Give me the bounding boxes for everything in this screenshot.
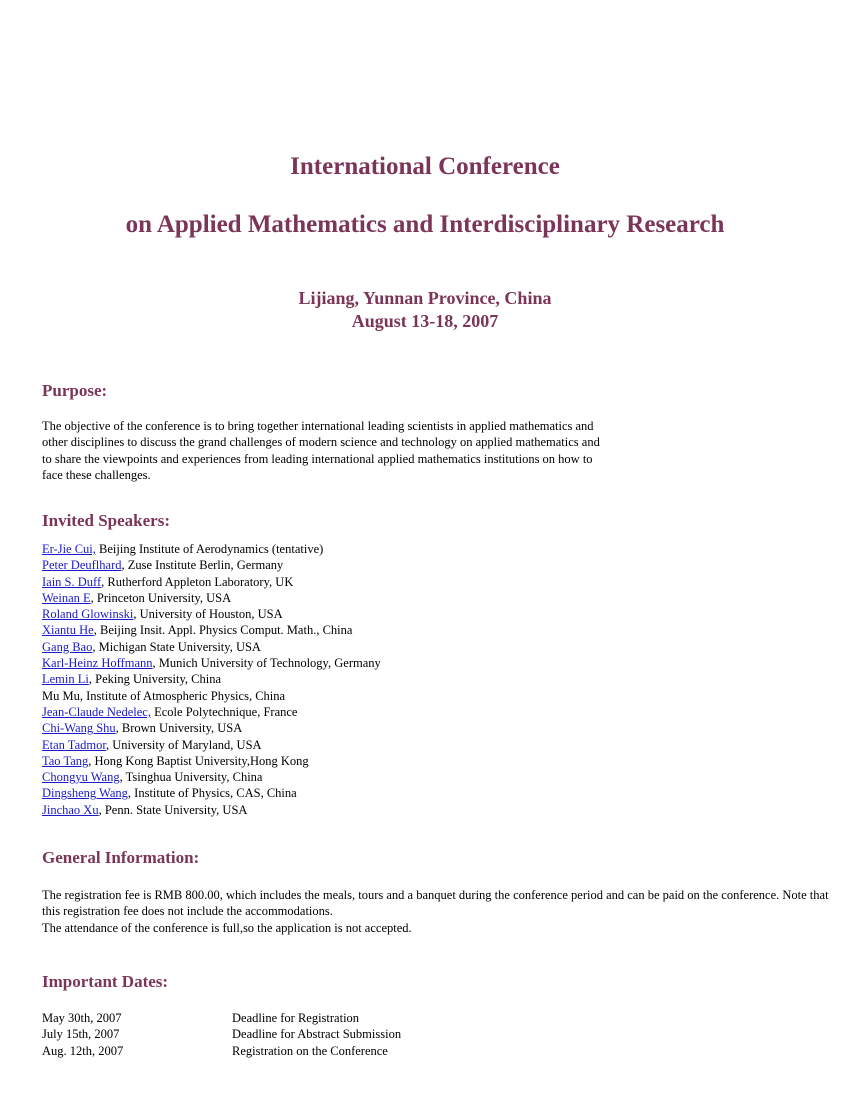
- speaker-item: [42, 753, 381, 769]
- speaker-name-link[interactable]: Chi-Wang Shu: [42, 721, 116, 736]
- speaker-affiliation: , Beijing Insit. Appl. Physics Comput. Math., China: [93, 623, 353, 638]
- speaker-affiliation: , University of Houston, USA: [133, 607, 283, 622]
- speaker-affiliation: , Zuse Institute Berlin, Germany: [121, 558, 284, 573]
- date-row: [42, 1026, 401, 1042]
- date-description: Deadline for Registration: [232, 1011, 360, 1025]
- speaker-name: Mu Mu: [42, 688, 80, 703]
- speaker-affiliation: , Tsinghua University, China: [119, 770, 263, 785]
- invited-speakers-heading: Invited Speakers:: [42, 511, 170, 530]
- speaker-name-link[interactable]: Weinan E: [42, 590, 91, 605]
- speaker-affiliation: , Penn. State University, USA: [98, 802, 248, 817]
- conference-subtitle: on Applied Mathematics and Interdisciplinary Research: [125, 211, 725, 238]
- registration-fee-text: The registration fee is RMB 800.00, which includes the meals, tours and a banquet during the conference period and can be paid on the conference. Note that this registration fee does not include the accommodations.: [42, 888, 829, 919]
- speaker-name-link[interactable]: Etan Tadmor: [42, 737, 107, 752]
- speaker-affiliation: , Rutherford Appleton Laboratory, UK: [101, 574, 294, 589]
- speaker-item: [42, 655, 381, 671]
- speaker-item: [42, 622, 381, 638]
- date-row: [42, 1043, 401, 1059]
- speaker-affiliation: , Princeton University, USA: [90, 590, 232, 605]
- speaker-name-link[interactable]: Roland Glowinski: [42, 607, 134, 622]
- speaker-name-link[interactable]: Jinchao Xu: [42, 802, 99, 817]
- speaker-name-link[interactable]: Dingsheng Wang: [42, 786, 128, 801]
- speaker-affiliation: , Institute of Physics, CAS, China: [127, 786, 297, 801]
- speaker-item: [42, 785, 381, 801]
- date-value: July 15th, 2007: [42, 1027, 120, 1042]
- speaker-affiliation: , Institute of Atmospheric Physics, China: [79, 688, 286, 703]
- date-description: Deadline for Abstract Submission: [232, 1027, 402, 1042]
- speaker-name-link[interactable]: Karl-Heinz Hoffmann: [42, 656, 153, 671]
- speaker-item: [42, 639, 381, 655]
- speaker-affiliation: , Brown University, USA: [115, 721, 243, 736]
- speaker-item: [42, 704, 381, 720]
- attendance-text: The attendance of the conference is full,so the application is not accepted.: [42, 920, 412, 935]
- speaker-name-link[interactable]: Jean-Claude Nedelec,: [42, 704, 151, 719]
- speaker-item: [42, 671, 381, 687]
- speaker-name-link[interactable]: Xiantu He: [42, 623, 94, 638]
- speaker-item: [42, 590, 381, 606]
- speaker-item: [42, 737, 381, 753]
- speaker-item: [42, 802, 381, 818]
- important-dates-heading: Important Dates:: [42, 972, 169, 991]
- important-dates-table: [42, 1010, 401, 1059]
- speaker-affiliation: , University of Maryland, USA: [106, 737, 262, 752]
- speaker-name-link[interactable]: Peter Deuflhard: [42, 558, 122, 573]
- date-value: May 30th, 2007: [42, 1011, 122, 1025]
- speaker-list: [42, 541, 381, 818]
- date-row: [42, 1010, 401, 1026]
- speaker-item: [42, 720, 381, 736]
- speaker-affiliation: , Munich University of Technology, Germany: [152, 656, 381, 671]
- speaker-item: [42, 541, 381, 557]
- speaker-item: [42, 769, 381, 785]
- conference-title: International Conference: [290, 153, 560, 180]
- date-value: Aug. 12th, 2007: [42, 1043, 124, 1058]
- speaker-name-link[interactable]: Er-Jie Cui,: [42, 542, 96, 556]
- speaker-name-link[interactable]: Iain S. Duff: [42, 574, 102, 589]
- speaker-name-link[interactable]: Lemin Li: [42, 672, 89, 687]
- purpose-text: The objective of the conference is to bring together international leading scientists in applied mathematics and other disciplines to discuss the grand challenges of modern science and technology on applied mathematics and to share the viewpoints and experiences from leading international applied mathematics institutions on how to face these challenges.: [42, 419, 600, 482]
- speaker-affiliation: , Hong Kong Baptist University,Hong Kong: [88, 753, 309, 768]
- speaker-affiliation: , Michigan State University, USA: [92, 639, 261, 654]
- speaker-item: [42, 557, 381, 573]
- purpose-heading: Purpose:: [42, 381, 108, 400]
- speaker-affiliation: Ecole Polytechnique, France: [150, 704, 298, 719]
- speaker-name-link[interactable]: Chongyu Wang: [42, 770, 120, 785]
- speaker-name-link[interactable]: Tao Tang: [42, 753, 89, 768]
- date-description: Registration on the Conference: [232, 1043, 388, 1058]
- conference-location: Lijiang, Yunnan Province, China: [298, 288, 552, 308]
- speaker-name-link[interactable]: Gang Bao: [42, 639, 93, 654]
- speaker-affiliation: , Peking University, China: [88, 672, 222, 687]
- speaker-affiliation: Beijing Institute of Aerodynamics (tentative): [95, 542, 324, 556]
- conference-dates: August 13-18, 2007: [351, 311, 499, 331]
- general-information-heading: General Information:: [42, 848, 200, 867]
- general-information-text: [42, 887, 832, 936]
- speaker-item: [42, 606, 381, 622]
- speaker-item: [42, 574, 381, 590]
- speaker-item: [42, 688, 381, 704]
